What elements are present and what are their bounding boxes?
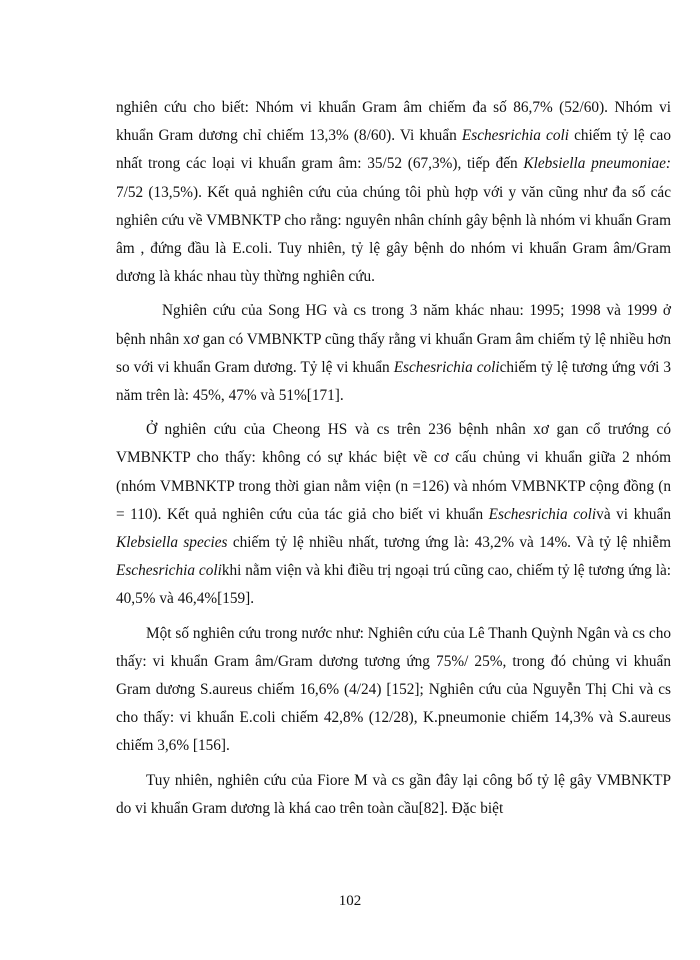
text-run: chiếm tỷ lệ nhiều nhất, tương ứng là: 43,2% và 14%. Và tỷ lệ nhiễm bbox=[227, 534, 671, 552]
species-name: Eschesrichia coli bbox=[393, 358, 500, 376]
paragraph-2 bbox=[116, 297, 671, 410]
text-run: nghiên cứu cho biết: Nhóm vi khuẩn Gram âm chiếm đa số 86,7% (52/60). Nhóm vi khuẩn Gram dương chỉ chiếm 13,3% (8/60). Vi khuẩn bbox=[116, 99, 671, 145]
paragraph-1 bbox=[116, 94, 671, 291]
species-name: Klebsiella species bbox=[116, 534, 228, 552]
page-number: 102 bbox=[338, 893, 362, 909]
species-name: Eschesrichia coli bbox=[461, 127, 569, 145]
text-run: 7/52 (13,5%). Kết quả nghiên cứu của chúng tôi phù hợp với y văn cũng như đa số các nghiên cứu về VMBNKTP cho rằng: nguyên nhân chính gây bệnh là nhóm vi khuẩn Gram âm , đứng đầu là E.coli. Tuy nhiên, tỷ lệ gây bệnh do nhóm vi khuẩn Gram âm/Gram dương là khác nhau tùy thừng nghiên cứu. bbox=[116, 183, 671, 286]
text-run: Ở nghiên cứu của Cheong HS và cs trên 236 bệnh nhân xơ gan cổ trướng có VMBNKTP cho thấy: không có sự khác biệt về cơ cấu chủng vi khuẩn giữa 2 nhóm (nhóm VMBNKTP trong thời gian nằm viện (n =126) và nhóm VMBNKTP cộng đồng (n = 110). Kết quả nghiên cứu của tác giả cho biết vi khuẩn bbox=[116, 421, 671, 523]
species-name: Klebsiella pneumoniae: bbox=[523, 155, 672, 173]
text-run: Tuy nhiên, nghiên cứu của Fiore M và cs gần đây lại công bố tỷ lệ gây VMBNKTP do vi khuẩn Gram dương là khá cao trên toàn cầu[82]. Đặc biệt bbox=[116, 771, 671, 817]
page-body bbox=[116, 94, 671, 823]
species-name: Eschesrichia coli bbox=[116, 562, 222, 580]
text-run: chiếm tỷ lệ tương ứng với 3 năm trên là: 45%, 47% và 51%[171]. bbox=[116, 358, 671, 405]
text-run: khi nằm viện và khi điều trị ngoại trú cũng cao, chiếm tỷ lệ tương ứng là: 40,5% và 46,4%[159]. bbox=[116, 562, 672, 608]
text-run: Một số nghiên cứu trong nước như: Nghiên cứu của Lê Thanh Quỳnh Ngân và cs cho thấy: vi khuẩn Gram âm/Gram dương tương ứng 75%/ 25%, trong đó chủng vi khuẩn Gram dương S.aureus chiếm 16,6% (4/24) [152]; Nghiên cứu của Nguyễn Thị Chi và cs cho thấy: vi khuẩn E.coli chiếm 42,8% (12/28), K.pneumonie chiếm 14,3% và S.aureus chiếm 3,6% [156]. bbox=[116, 624, 671, 755]
paragraph-4 bbox=[116, 620, 671, 761]
paragraph-3 bbox=[116, 416, 671, 613]
text-run: chiếm tỷ lệ cao nhất trong các loại vi khuẩn gram âm: 35/52 (67,3%), tiếp đến bbox=[116, 127, 671, 173]
text-run: Nghiên cứu của Song HG và cs trong 3 năm khác nhau: 1995; 1998 và 1999 ở bệnh nhân xơ gan có VMBNKTP cũng thấy rằng vi khuẩn Gram âm chiếm tỷ lệ nhiều hơn so với vi khuẩn Gram dương. Tỷ lệ vi khuẩn bbox=[116, 302, 671, 376]
text-run: và vi khuẩn bbox=[596, 505, 671, 523]
paragraph-5 bbox=[116, 767, 671, 823]
species-name: Eschesrichia coli bbox=[488, 505, 597, 523]
